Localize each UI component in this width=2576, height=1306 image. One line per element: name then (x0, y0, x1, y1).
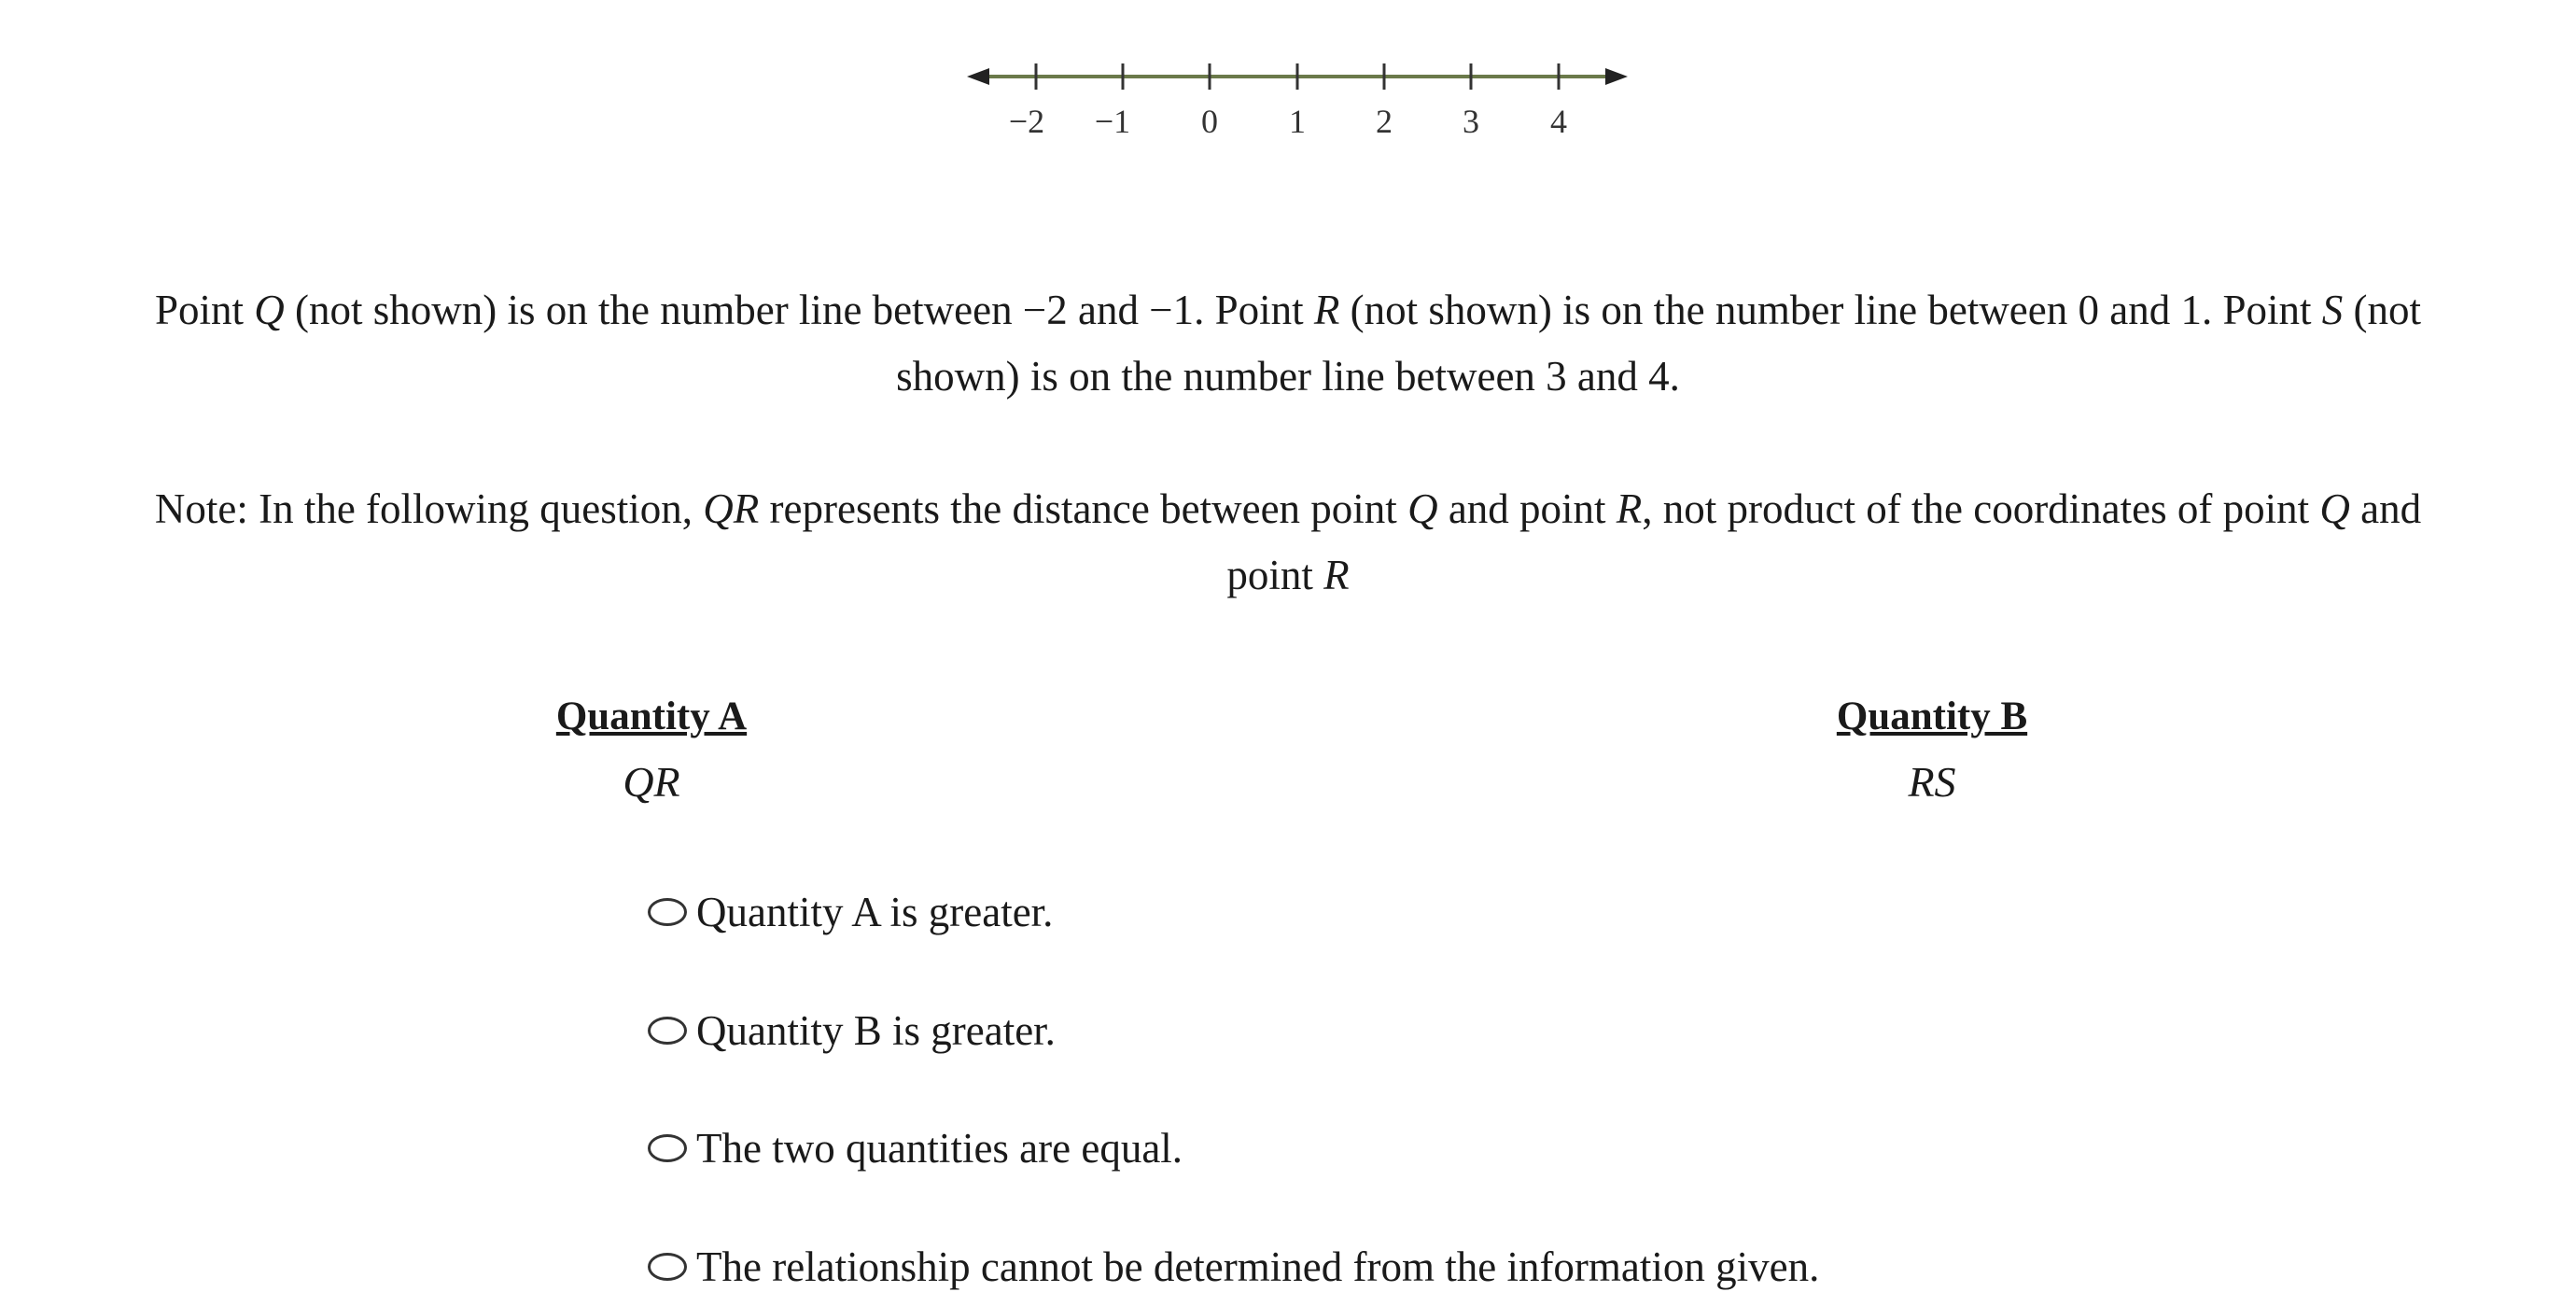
radio-button-icon[interactable] (648, 1017, 687, 1045)
math-number: −1 (1149, 287, 1195, 333)
math-number: 1 (2180, 287, 2202, 333)
text-run: represents the distance between point (759, 485, 1408, 532)
tick-label: −2 (1008, 103, 1045, 140)
math-variable: S (2321, 287, 2344, 333)
answer-option-cannot-determine[interactable] (648, 1234, 1819, 1299)
answer-option-label: The relationship cannot be determined from the information given. (696, 1243, 1820, 1290)
tick-label: 0 (1201, 103, 1218, 140)
tick-label: −1 (1094, 103, 1131, 140)
answer-option-b-greater[interactable] (648, 998, 1056, 1063)
text-run: Note: In the following question, (154, 485, 704, 532)
text-run: and point (1226, 485, 2422, 598)
text-run: (not shown) is on the number line between (1339, 287, 2079, 333)
quantity-a-value: QR (623, 758, 680, 806)
math-variable: R (1323, 552, 1350, 598)
text-run: and (2099, 287, 2181, 333)
quantity-b-value: RS (1908, 758, 1956, 806)
tick-label: 1 (1289, 103, 1306, 140)
text-run: and (1067, 287, 1150, 333)
math-number: −2 (1022, 287, 1068, 333)
answer-option-label: Quantity A is greater. (696, 889, 1054, 935)
answer-option-label: Quantity B is greater. (696, 1007, 1056, 1054)
text-run: and (1566, 353, 1649, 400)
answer-option-equal[interactable] (648, 1116, 1183, 1181)
text-run: and point (1437, 485, 1617, 532)
quantity-b-column (1745, 689, 2119, 810)
number-line-left-arrow (967, 68, 989, 85)
radio-button-icon[interactable] (648, 898, 687, 926)
math-variable: Q (1407, 485, 1438, 532)
text-run: , not product of the coordinates of point (1642, 485, 2320, 532)
math-variable: R (1313, 287, 1340, 333)
number-line-figure (967, 56, 1628, 149)
radio-button-icon[interactable] (648, 1253, 687, 1281)
answer-option-label: The two quantities are equal. (696, 1125, 1183, 1172)
math-variable: R (1616, 485, 1643, 532)
text-run: Point (154, 287, 255, 333)
text-run: (not shown) is on the number line between (896, 287, 2422, 400)
tick-label: 3 (1463, 103, 1479, 140)
note-statement (112, 476, 2464, 609)
math-variable: QR (703, 485, 760, 532)
answer-option-a-greater[interactable] (648, 879, 1053, 945)
radio-button-icon[interactable] (648, 1134, 687, 1162)
text-run: . (1669, 353, 1680, 400)
text-run: . Point (1194, 287, 1314, 333)
math-number: 4 (1648, 353, 1670, 400)
math-number: 0 (2078, 287, 2099, 333)
text-run: (not shown) is on the number line between (284, 287, 1023, 333)
tick-label: 2 (1376, 103, 1393, 140)
number-line-right-arrow (1605, 68, 1628, 85)
quantity-a-column (465, 689, 838, 810)
text-run: . Point (2201, 287, 2322, 333)
math-variable: Q (2319, 485, 2350, 532)
math-variable: Q (254, 287, 285, 333)
quantity-a-heading: Quantity A (555, 695, 748, 738)
math-number: 3 (1546, 353, 1567, 400)
quantity-b-heading: Quantity B (1836, 695, 2028, 738)
problem-statement (112, 277, 2464, 410)
tick-label: 4 (1550, 103, 1567, 140)
